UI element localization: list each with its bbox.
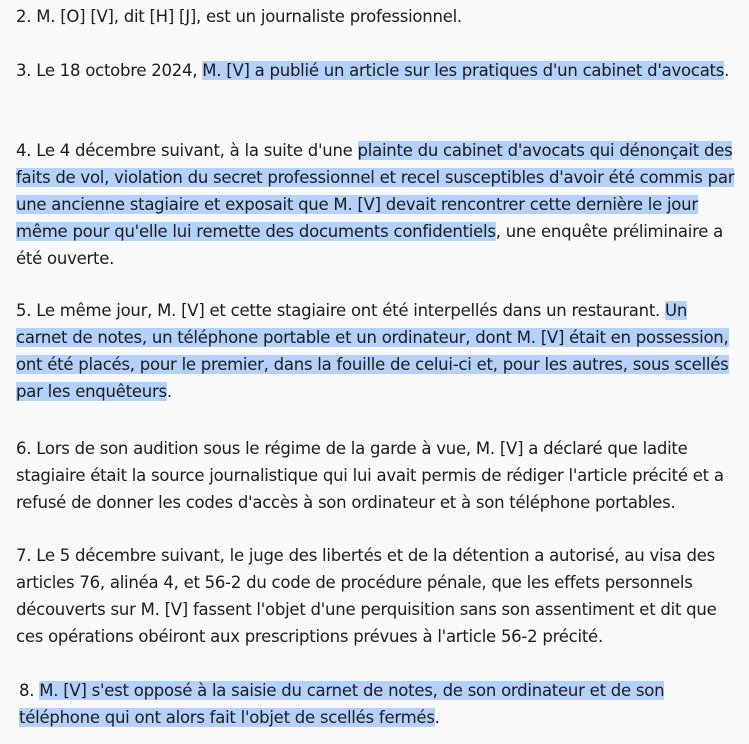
text-segment: 6. Lors de son audition sous le régime de la garde à vue, M. [V] a déclaré que ladite stagiaire était la source journalistique qui lui avait permis de rédiger l'article précité et a refusé de donner les codes d'accès à son ordinateur et à son téléphone portables. — [16, 439, 724, 512]
text-segment: 3. Le 18 octobre 2024, — [16, 61, 203, 80]
text-segment: . — [434, 708, 440, 727]
text-segment: . — [166, 382, 172, 401]
paragraph-4[interactable] — [16, 137, 741, 272]
text-segment: 7. Le 5 décembre suivant, le juge des libertés et de la détention a autorisé, au visa des articles 76, alinéa 4, et 56-2 du code de procédure pénale, que les effets personnels découverts sur M. [V] fassent l'objet d'une perquisition sans son assentiment et dit que ces opérations obéiront aux prescriptions prévues à l'article 56-2 précité. — [16, 546, 717, 646]
text-segment: , une enquête préliminaire a été ouverte. — [16, 222, 724, 268]
text-segment: . — [724, 61, 730, 80]
text-segment: 2. M. [O] [V], dit [H] [J], est un journaliste professionnel. — [16, 7, 462, 26]
paragraph-7[interactable] — [16, 542, 741, 650]
paragraph-6[interactable] — [16, 435, 741, 516]
highlighted-text: Un carnet de notes, un téléphone portable et un ordinateur, dont M. [V] était en possession, ont été placés, pour le premier, dans la fouille de celui-ci et, pour les autres, sous scellés par les enquêteurs — [16, 301, 729, 401]
text-segment: 4. Le 4 décembre suivant, à la suite d'une — [16, 141, 358, 160]
paragraph-3[interactable] — [16, 57, 741, 84]
text-segment: 8. — [19, 681, 40, 700]
paragraph-5[interactable] — [16, 297, 741, 405]
highlighted-text: M. [V] a publié un article sur les pratiques d'un cabinet d'avocats — [202, 61, 725, 80]
paragraph-2[interactable] — [16, 3, 741, 30]
text-segment: 5. Le même jour, M. [V] et cette stagiaire ont été interpellés dans un restaurant. — [16, 301, 666, 320]
paragraph-8[interactable] — [19, 677, 744, 731]
highlighted-text: M. [V] s'est opposé à la saisie du carnet de notes, de son ordinateur et de son téléphone qui ont alors fait l'objet de scellés fermés — [19, 681, 665, 727]
highlighted-text: plainte du cabinet d'avocats qui dénonçait des faits de vol, violation du secret professionnel et recel susceptibles d'avoir été commis par une ancienne stagiaire et exposait que M. [V] devait rencontrer cette dernière le jour même pour qu'elle lui remette des documents confidentiels — [16, 141, 735, 241]
